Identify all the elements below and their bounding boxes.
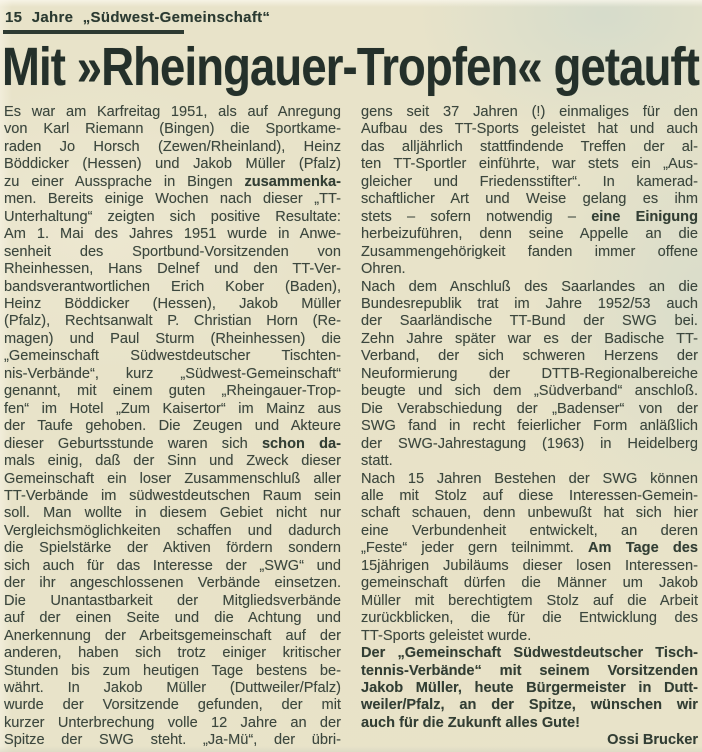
text-line: beugte und sich dem „Südverband“ anschloß.	[361, 383, 698, 400]
text-line: währt. In Jakob Müller (Duttweiler/Pfalz)	[4, 679, 341, 696]
text-line: „Gemeinschaft Südwestdeutscher Tischten-	[4, 348, 341, 365]
text-line: anderen, haben sich trotz einiger kritischer	[4, 645, 341, 662]
text-line: Stunden bis zum heutigen Tage bestens be-	[4, 662, 341, 679]
text-line: zurückblicken, die für die Entwicklung des	[361, 610, 698, 627]
article-column-left	[4, 104, 341, 750]
text-line: Zehn Jahre später war es der Badische TT-	[361, 330, 698, 347]
kicker: 15 Jahre „Südwest-Gemeinschaft“	[5, 9, 271, 26]
text-line: Die Verabschiedung der „Badenser“ von der	[361, 400, 698, 417]
text-line: Vergleichsmöglichkeiten schaffen und dadurch	[4, 522, 341, 539]
text-line: Verband, der sich schweren Herzens der	[361, 348, 698, 365]
text-line: Rheinhessen, Hans Delnef und den TT-Ver-	[4, 261, 341, 278]
text-line: Anerkennung der Arbeitsgemeinschaft auf der	[4, 627, 341, 644]
text-line: Neuformierung der DTTB-Regionalbereiche	[361, 365, 698, 382]
text-line: fen“ im Hotel „Zum Kaisertor“ im Mainz aus	[4, 400, 341, 417]
text-line: magen) und Paul Sturm (Rheinhessen) die	[4, 330, 341, 347]
text-line: Jakob Müller, heute Bürgermeister in Dutt-	[361, 679, 698, 696]
text-line: gens seit 37 Jahren (!) einmaliges für den	[361, 104, 698, 120]
text-line: Es war am Karfreitag 1951, als auf Anregung	[4, 104, 341, 120]
text-line: genannt, mit einem guten „Rheingauer-Trop-	[4, 383, 341, 400]
article-column-right	[361, 104, 698, 750]
text-line: stets – sofern notwendig – eine Einigung	[361, 208, 699, 225]
text-line: Nach 15 Jahren Bestehen der SWG können	[361, 470, 698, 487]
text-line: herbeizuführen, denn seine Appelle an die	[361, 226, 698, 243]
text-line: mals einig, daß der Sinn und Zweck dieser	[4, 453, 341, 470]
text-line: sich auch für das Interesse der „SWG“ und	[4, 557, 341, 574]
text-line: Zusammengehörigkeit fanden immer offene	[361, 243, 698, 260]
text-line: das alljährlich stattfindende Treffen der al-	[361, 138, 698, 155]
text-line: eine Verbundenheit entwickelt, an deren	[361, 522, 698, 539]
text-line: schaftlicher Art und Weise gelang es ihm	[361, 191, 698, 208]
text-line: bandsverantwortlichen Erich Kober (Baden),	[4, 278, 341, 295]
text-line: Ossi Brucker	[607, 732, 698, 749]
text-line: statt.	[361, 453, 393, 470]
text-line: kurzer Unterbrechung volle 12 Jahre an der	[4, 714, 341, 731]
text-line: der ihr angeschlossenen Verbände einsetzen.	[4, 575, 341, 592]
text-line: Unterhaltung“ zeigten sich positive Resultate:	[4, 208, 341, 225]
text-line: gleicher und Friedensstifter“. In kamerad-	[361, 173, 698, 190]
text-line: zu einer Aussprache in Bingen zusammenka-	[4, 173, 341, 190]
text-line: Die Unantastbarkeit der Mitgliedsverbände	[4, 592, 341, 609]
text-line: Heinz Böddicker (Hessen), Jakob Müller	[4, 295, 341, 312]
text-line: schaft schauen, denn unbewußt hat sich hier	[361, 505, 698, 522]
text-line: der Saarländische TT-Bund der SWG bei.	[361, 313, 698, 330]
text-line: Böddicker (Hessen) und Jakob Müller (Pfalz)	[4, 156, 341, 173]
text-line: „Feste“ jeder gern teilnimmt. Am Tage des	[361, 540, 698, 557]
text-line: Müller mit berechtigtem Stolz auf die Arbeit	[361, 592, 698, 609]
text-line: Der „Gemeinschaft Südwestdeutscher Tisch-	[361, 645, 698, 662]
text-line: der SWG-Jahrestagung (1963) in Heidelberg	[361, 435, 698, 452]
text-line: Gemeinschaft ein loser Zusammenschluß aller	[4, 470, 341, 487]
text-line: wurde der Vorsitzende gefunden, der mit	[4, 697, 341, 714]
text-line: Bundesrepublik trat im Jahre 1952/53 auch	[361, 295, 698, 312]
text-line: Am 1. Mai des Jahres 1951 wurde in Anwe-	[4, 226, 341, 243]
kicker-underline	[3, 30, 184, 34]
text-line: auf der einen Seite und die Achtung und	[4, 610, 341, 627]
text-line: alle mit Stolz auf diese Interessen-Gemein-	[361, 487, 698, 504]
text-line: ten TT-Sportler einführte, war stets ein „Aus-	[361, 156, 698, 173]
text-line: men. Bereits einige Wochen nach dieser „TT-	[4, 191, 341, 208]
text-line: raden Jo Horsch (Zewen/Rheinland), Heinz	[4, 138, 341, 155]
text-line: TT-Verbände im südwestdeutschen Raum sein	[4, 487, 341, 504]
text-line: (Pfalz), Rechtsanwalt P. Christian Horn (Re-	[4, 313, 341, 330]
text-line: auch für die Zukunft alles Gute!	[361, 714, 580, 731]
text-line: Nach dem Anschluß des Saarlandes an die	[361, 278, 698, 295]
text-line: weiler/Pfalz, an der Spitze, wünschen wir	[361, 697, 698, 714]
text-line: von Karl Riemann (Bingen) die Sportkame-	[4, 121, 341, 138]
text-line: dieser Geburtsstunde waren sich schon da-	[4, 435, 341, 452]
text-line: nis-Verbände“, kurz „Südwest-Gemeinschaft“	[4, 365, 341, 382]
text-line: die Spielstärke der Aktiven fördern sondern	[4, 540, 341, 557]
text-line: Spitze der SWG steht. „Ja-Mü“, der übri-	[4, 732, 341, 749]
text-line: senheit des Sportbund-Vorsitzenden von	[4, 243, 341, 260]
text-line: gemeinschaft dürfen die Männer um Jakob	[361, 575, 698, 592]
text-line: soll. Man wollte in diesem Gebiet nicht nur	[4, 505, 341, 522]
headline: Mit »Rheingauer-Tropfen« getauft	[2, 37, 700, 97]
text-line: 15jährigen Jubiläums dieser losen Interessen-	[361, 557, 698, 574]
text-line: der Taufe gehoben. Die Zeugen und Akteure	[4, 418, 341, 435]
text-line: tennis-Verbände“ mit seinem Vorsitzenden	[361, 662, 698, 679]
text-line: Aufbau des TT-Sports geleistet hat und auch	[361, 121, 698, 138]
text-line: TT-Sports geleistet wurde.	[361, 627, 532, 644]
text-line: SWG fand in recht feierlicher Form anläßlich	[361, 418, 698, 435]
text-line: Ohren.	[361, 261, 406, 278]
